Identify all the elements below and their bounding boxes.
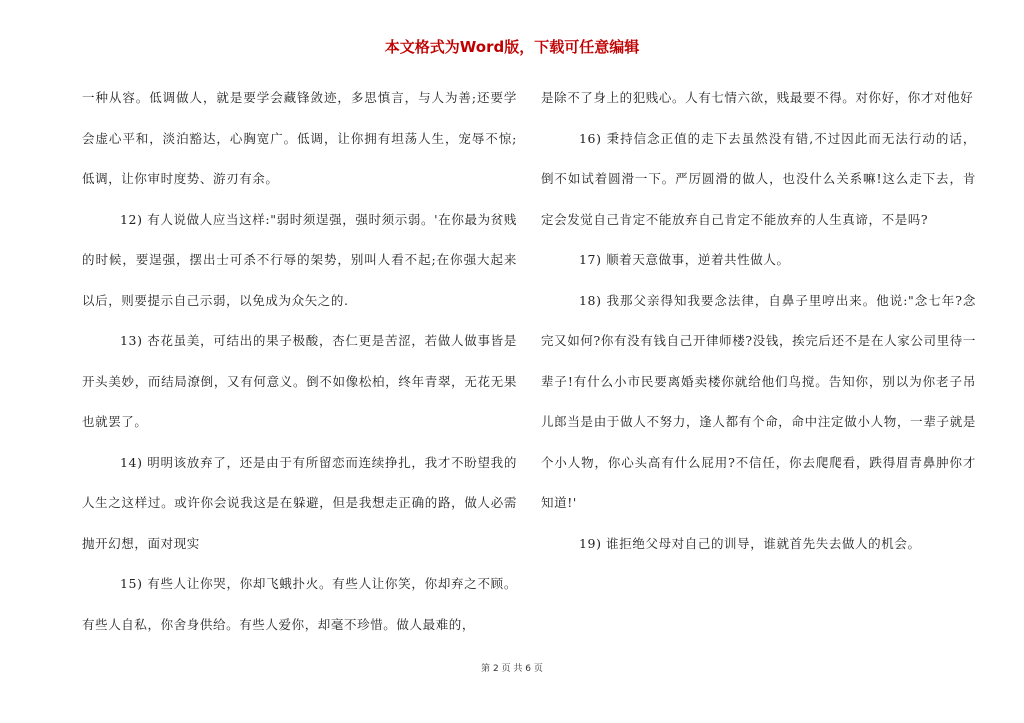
left-text-column	[82, 78, 517, 645]
paragraph-item-15: 15) 有些人让你哭，你却飞蛾扑火。有些人让你笑，你却弃之不顾。有些人自私，你舍身供给。有些人爱你，却毫不珍惜。做人最难的，	[82, 576, 517, 632]
right-text-column	[541, 78, 976, 564]
paragraph-item-19: 19) 谁拒绝父母对自己的训导，谁就首先失去做人的机会。	[579, 535, 921, 551]
paragraph-item-16: 16) 秉持信念正值的走下去虽然没有错,不过因此而无法行动的话，倒不如试着圆滑一下。严厉圆滑的做人，也没什么关系嘛!这么走下去，肯定会发觉自己肯定不能放弃自己肯定不能放弃的人生真谛，不是吗?	[541, 130, 976, 227]
paragraph-item-17: 17) 顺着天意做事，逆着共性做人。	[579, 252, 790, 267]
paragraph-item-13: 13) 杏花虽美，可结出的果子极酸，杏仁更是苦涩，若做人做事皆是开头美妙，而结局潦倒，又有何意义。倒不如像松柏，终年青翠，无花无果也就罢了。	[82, 333, 517, 429]
paragraph-item-18: 18) 我那父亲得知我要念法律，自鼻子里哼出来。他说:"念七年?念完又如何?你有没有钱自己开律师楼?没钱，挨完后还不是在人家公司里待一辈子!有什么小市民要离婚卖楼你就给他们鸟搅。告知你，别以为你老子吊儿郎当是由于做人不努力，逢人都有个命，命中注定做小人物，一辈子就是个小人物，你心头高有什么屁用?不信任，你去爬爬看，跌得眉青鼻肿你才知道!'	[541, 292, 976, 510]
page-number-footer: 第 2 页 共 6 页	[481, 664, 543, 674]
paragraph-continued: 是除不了身上的犯贱心。人有七情六欲，贱最要不得。对你好，你才对他好	[541, 90, 974, 105]
document-header-title: 本文格式为Word版，下载可任意编辑	[384, 38, 640, 56]
paragraph-item-12: 12) 有人说做人应当这样:"弱时须逞强，强时须示弱。'在你最为贫贱的时候，要逞强，摆出士可杀不行辱的架势，别叫人看不起;在你强大起来以后，则要提示自己示弱，以免成为众矢之的.	[82, 211, 517, 308]
paragraph: 一种从容。低调做人，就是要学会藏锋敛迹，多思慎言，与人为善;还要学会虚心平和，淡泊豁达，心胸宽广。低调，让你拥有坦荡人生，宠辱不惊;低调，让你审时度势、游刃有余。	[82, 90, 517, 186]
paragraph-item-14: 14) 明明该放弃了，还是由于有所留恋而连续挣扎，我才不盼望我的人生之这样过。或许你会说我这是在躲避，但是我想走正确的路，做人必需抛开幻想，面对现实	[82, 454, 517, 551]
